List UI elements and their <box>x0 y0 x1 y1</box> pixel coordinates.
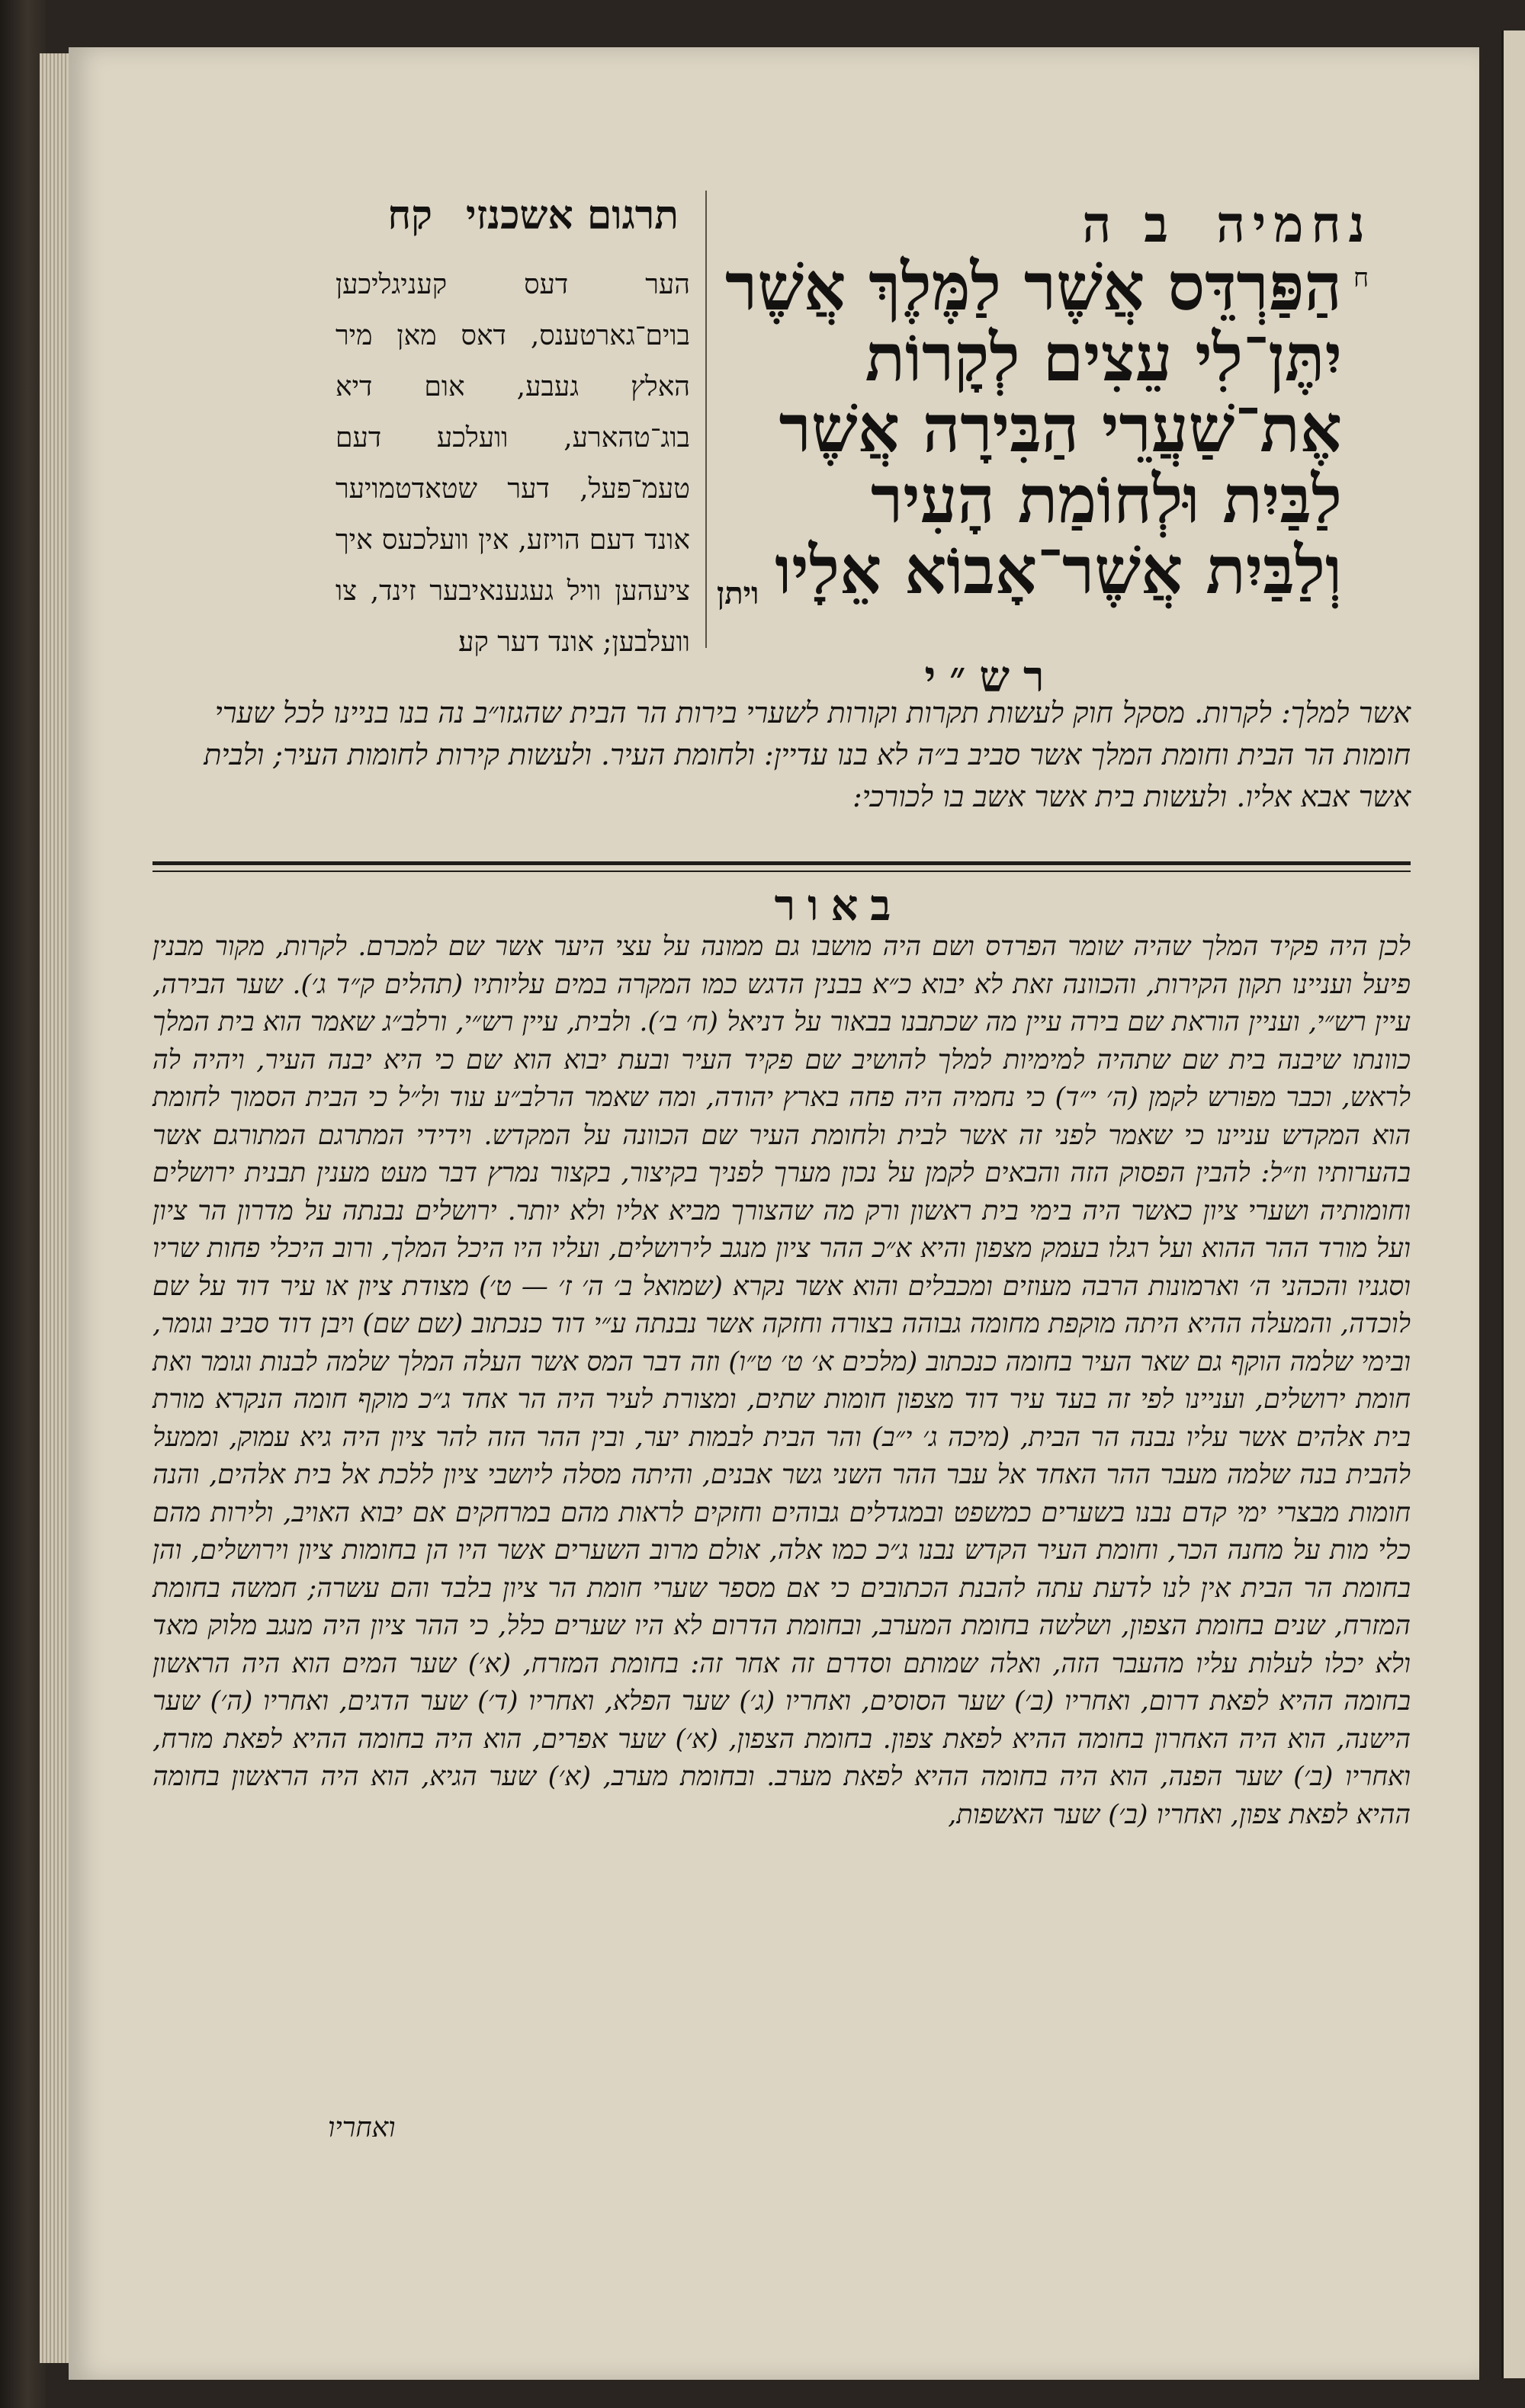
book-title: נחמיה <box>1216 194 1372 254</box>
page-header <box>877 194 1372 255</box>
targum-heading <box>336 192 679 239</box>
verse-number: ח <box>1353 263 1369 293</box>
column-divider <box>705 191 707 648</box>
section-rule <box>152 861 1411 865</box>
scripture-verse: הַפַּרְדֵּס אֲשֶׁר לַמֶּלֶךְ אֲשֶׁר יִתֶּן־לִי עֵצִים לְקָרוֹת אֶת־שַׁעֲרֵי הַבִּירָה אֲשֶׁר לַבַּיִת וּלְחוֹמַת הָעִיר וְלַבַּיִת אֲשֶׁר־אָבוֹא אֵלָיו <box>725 248 1342 609</box>
book-spine <box>0 0 46 2408</box>
page-edges <box>40 53 70 2363</box>
facing-page-edge <box>1501 30 1525 2378</box>
rashi-heading: רש״י <box>924 652 1058 702</box>
biur-heading: באור <box>774 880 904 931</box>
rashi-commentary: אשר למלך: לקרות. מסקל חוק לעשות תקרות וקורות לשערי בירות הר הבית שהגזו״ב נה בנו בניינו לכל שערי חומות הר הבית וחומת המלך אשר סביב ב״ה לא בנו עדיין: ולחומת העיר. ולעשות קירות לחומות העיר; ולבית אשר אבא אליו. ולעשות בית אשר אשב בו לכורכי: <box>204 696 1411 813</box>
folio-number: קח <box>387 192 432 239</box>
section-rule-thin <box>152 871 1411 872</box>
biur-commentary: לכן היה פקיד המלך שהיה שומר הפרדס ושם היה מושבו גם ממונה על עצי היער אשר שם למכרם. לקרות, מקור מבנין פיעל ועניינו תקון הקירות, והכוונה זאת לא יבוא כ״א בבנין הדגש כמו המקרה במים עליותיו (תהלים ק״ד ג׳). שער הבירה, עיין רש״י, ועניין הוראת שם בירה עיין מה שכתבנו בבאור על דניאל (ח׳ ב׳). ולבית, עיין רש״י, ורלב״ג שאמר הוא בית המלך כוונתו שיבנה בית שם שתהיה למימיות למלך להושיב שם פקיד העיר ובעת יבוא הוא שם כי היא יבנה העיר, ויהיה לה לראש, וכבר מפורש לקמן (ה׳ י״ד) כי נחמיה היה פחה בארץ יהודה, ומה שאמר הרלב״ע עוד ול״ל כי הבית הסמוך לחומת הוא המקדש עניינו כי שאמר לפני זה אשר לבית ולחומת העיר שם הכוונה על המקדש. וידידי המתרגם המתורגם אשר בהערותיו וז״ל: להבין הפסוק הזה והבאים לקמן על נכון מערך לפניך בקיצור, בקצור נמרץ דבר מעט מענין תבנית ירושלים וחומותיה ושערי ציון כאשר היה בימי בית ראשון ורק מה שהצורך מביא אליו ולא יותר. ירושלים נבנתה על מדרון הר ציון ועל מורד ההר ההוא ועל רגלו בעמק מצפון והיא א״כ ההר ציון מנגב לירושלים, ועליו היו היכל המלך, ורוב היכלי פחות שריו וסגניו והכהני ה׳ וארמונות הרבה מעוזים ומכבלים והוא אשר נקרא (שמואל ב׳ ה׳ ז׳ — ט׳) מצודת ציון או עיר דוד על שם לוכדה, והמעלה ההיא היתה מוקפת מחומה גבוהה בצורה וחזקה אשר נבנתה ע״י דוד כנכתוב (שם שם) ויבן דוד סביב וגומר, ובימי שלמה הוקף גם שאר העיר בחומה כנכתוב (מלכים א׳ ט׳ ט״ו) וזה דבר המס אשר העלה המלך שלמה לבנות וגומר ואת חומת ירושלים, ועניינו לפי זה בעד עיר דוד מצפון חומות שתים, ומצורת לעיר היה הר אחד ג״כ מוקף חומה הנקרא מורת בית אלהים אשר עליו נבנה הר הבית, (מיכה ג׳ י״ב) והר הבית לבמות יער, ובין ההר הזה להר ציון היה גיא עמוק, וממעל להבית בנה שלמה מעבר ההר האחד אל עבר ההר השני גשר אבנים, והיתה מסלה ליושבי ציון ללכת אל בית אלהים, והנה חומות מבצרי ימי קדם נבנו בשערים כמשפט ובמגדלים גבוהים וחזקים לראות מהם במרחקים אם יבוא האויב, ולירות מהם כלי מות על מחנה הכר, וחומת העיר הקדש נבנו ג״כ כמו אלה, אולם מרוב השערים אשר היו הן בחומות ציון וירושלים, והן בחומת הר הבית אין לנו לדעת עתה להבנת הכתובים כי אם מספר שערי חומת הר ציון בלבד והם עשרה; חמשה בחומת המזרח, שנים בחומת הצפון, ושלשה בחומת המערב, ובחומת הדרום לא היו שערים כלל, כי ההר ציון היה מנגב מלוק מאד ולא יכלו לעלות עליו מהעבר הזה, ואלה שמותם וסדרם זה אחר זה: בחומת המזרח, (א׳) שער המים הוא היה הראשון בחומה ההיא לפאת דרום, ואחריו (ב׳) שער הסוסים, ואחריו (ג׳) שער הפלא, ואחריו (ד׳) שער הדגים, ואחריו (ה׳) שער הישנה, הוא היה האחרון בחומה ההיא לפאת צפון. בחומת הצפון, (א׳) שער אפרים, הוא היה בחומה ההיא לפאת מזרח, ואחריו (ב׳) שער הפנה, הוא היה בחומה ההיא לפאת מערב. ובחומת מערב, (א׳) שער הגיא, הוא היה הראשון בחומה ההיא לפאת צפון, ואחריו (ב׳) שער האשפות, <box>152 931 1411 1830</box>
scripture-catchword: ויתן <box>717 576 759 611</box>
targum-title: תרגום אשכנזי <box>466 192 679 239</box>
targum-translation: הער דעס קעניגליכען בוים־גארטענס, דאס מאן מיר האלץ געבע, אום דיא בוג־טהארע, וועלכע דעם טעמ־פעל, דער שטאדטמויער אונד דעם הויזע, אין וועלכעס איך ציעהען וויל געגענאיבער זינד, צו וועלבען; אונד דער קע׃ <box>336 269 690 658</box>
chapter-ref: ב ה <box>1082 194 1177 254</box>
biur-catchword: ואחריו <box>328 2112 396 2143</box>
